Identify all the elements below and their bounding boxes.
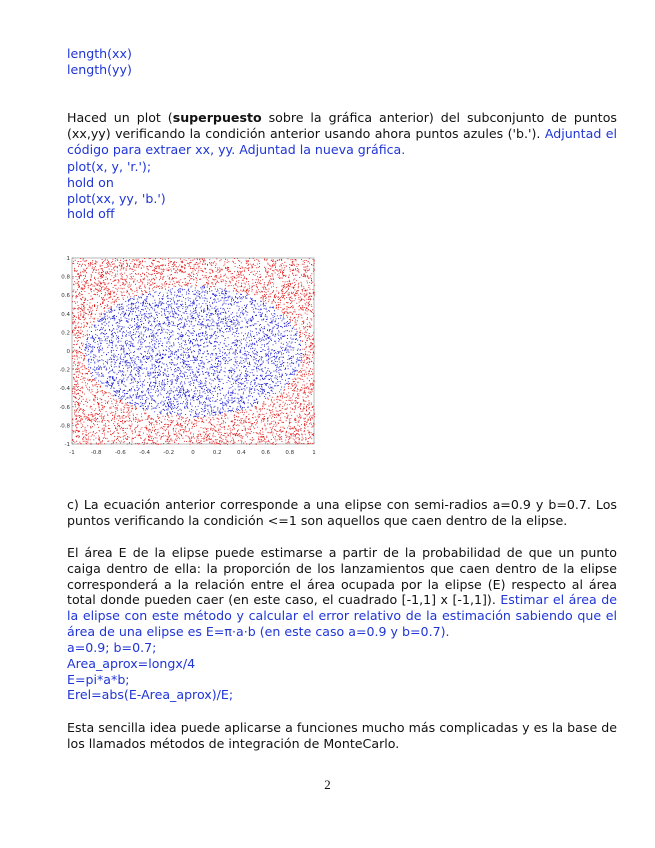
y-tick-label: -0.8 — [60, 423, 70, 430]
x-tick-label: 0.8 — [285, 450, 295, 456]
scatter-plot-svg — [60, 250, 320, 460]
y-tick-label: -0.4 — [60, 386, 70, 393]
y-tick-label: 0.4 — [61, 311, 70, 318]
plot-area — [72, 258, 314, 444]
x-tick-label: 1 — [312, 450, 316, 456]
code-line: hold on — [67, 174, 114, 190]
x-tick-label: -0.6 — [115, 450, 126, 456]
y-tick-label: 0 — [66, 349, 70, 355]
code-line: length(yy) — [67, 61, 132, 77]
code-line: a=0.9; b=0.7; — [67, 640, 157, 655]
x-tick-label: -0.8 — [90, 450, 102, 456]
x-tick-label: -0.4 — [139, 450, 150, 456]
y-tick-label: 0.8 — [61, 274, 70, 281]
blue-instruction: Adjuntad el código para extraer xx, yy. Adjuntad la nueva gráfica. — [67, 125, 617, 157]
code-line: Area_aprox=longx/4 — [67, 655, 196, 671]
code-line: plot(x, y, 'r.'); — [67, 159, 152, 174]
x-tick-label: 0.4 — [237, 450, 246, 456]
code-line: E=pi*a*b; — [67, 671, 130, 687]
text-segment: sobre la gráfica anterior) del subconjunto de puntos (xx,yy) verificando la condición anterior usando ahora puntos azules ('b.'). — [67, 110, 617, 141]
page-number: 2 — [324, 777, 331, 792]
y-tick-label: 0.2 — [61, 330, 70, 337]
scatter-plot-figure — [60, 250, 320, 460]
x-tick-label: -0.2 — [163, 450, 175, 456]
paragraph-montecarlo — [67, 720, 617, 752]
text-segment: El área E de la elipse puede estimarse a partir de la probabilidad de que un punto caiga dentro de ella: la proporción de los lanzamientos que caen dentro de la elipse corresponderá a la relación entre el área ocupada por la elipse (E) respecto al área total donde pueden caer (en este caso, el cuadrado [-1,1] x [-1,1]). — [67, 545, 617, 608]
y-tick-label: 1 — [66, 256, 70, 262]
x-tick-label: 0 — [191, 450, 195, 456]
paragraph-ellipse-equation — [67, 497, 617, 529]
y-tick-label: -0.2 — [60, 367, 70, 374]
code-line: length(xx) — [67, 46, 132, 61]
text-segment: Esta sencilla idea puede aplicarse a funciones mucho más complicadas y es la base de los llamados métodos de integración de MonteCarlo. — [67, 720, 617, 751]
code-block-length — [67, 46, 617, 78]
code-line: plot(xx, yy, 'b.') — [67, 190, 166, 206]
code-block-area — [67, 640, 617, 703]
y-tick-label: 0.6 — [61, 293, 70, 300]
y-tick-label: -1 — [64, 442, 70, 448]
x-tick-label: -1 — [69, 450, 75, 456]
code-line: Erel=abs(E-Area_aprox)/E; — [67, 687, 234, 703]
paragraph-area-estimation — [67, 545, 617, 640]
x-tick-label: 0.2 — [212, 450, 222, 456]
text-segment: c) La ecuación anterior corresponde a una elipse con semi-radios a=0.9 y b=0.7. Los puntos verificando la condición <=1 son aquellos que caen dentro de la elipse. — [67, 497, 617, 528]
paragraph-plot-instructions — [67, 110, 617, 157]
x-tick-label: 0.6 — [261, 450, 270, 456]
code-line: hold off — [67, 206, 115, 222]
code-block-plot — [67, 159, 617, 222]
blue-instruction: Estimar el área de la elipse con este método y calcular el error relativo de la estimación sabiendo que el área de una elipse es E=π·a·b (en este caso a=0.9 y b=0.7). — [67, 592, 617, 639]
text-segment: Haced un plot ( — [67, 110, 173, 125]
bold-word: superpuesto — [172, 110, 262, 125]
y-tick-label: -0.6 — [60, 404, 70, 411]
